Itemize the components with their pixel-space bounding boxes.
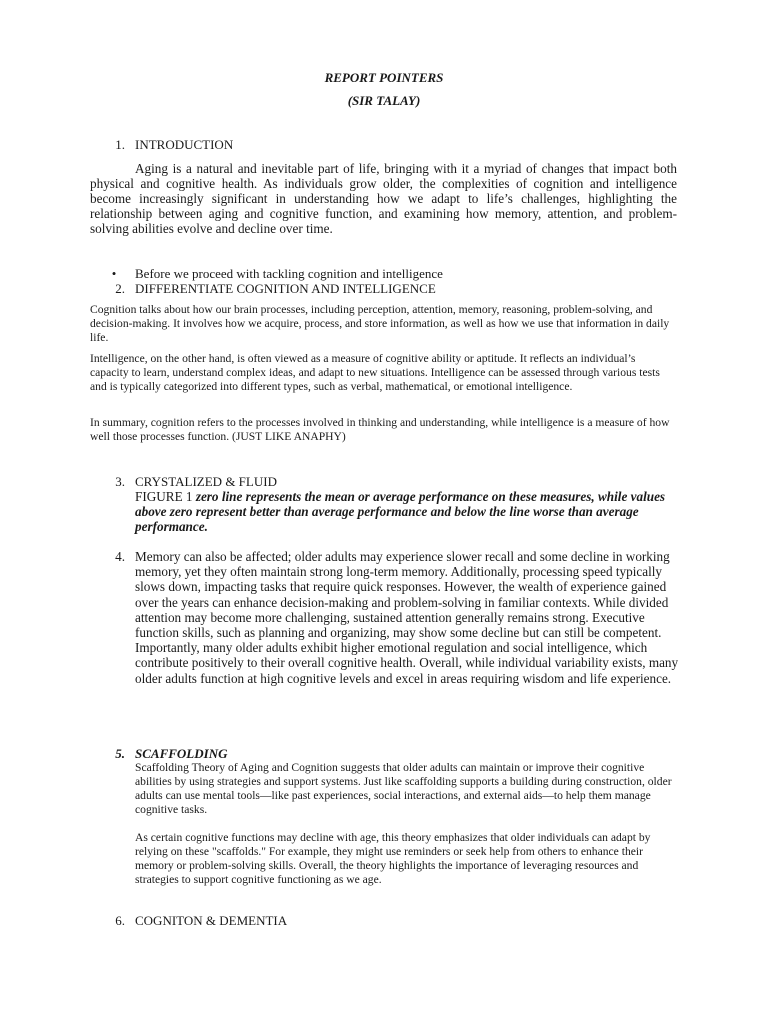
bullet-item	[103, 266, 443, 282]
bullet-text: Before we proceed with tackling cognition and intelligence	[135, 266, 443, 281]
scaffolding-paragraph-2: As certain cognitive functions may decline with age, this theory emphasizes that older individuals can adapt by relying on these "scaffolds." For example, they might use reminders or seek help from others to enhance their memory or problem-solving skills. Overall, the theory highlights the importance of leveraging resources and strategies to support cognitive functioning as we age.	[135, 831, 651, 886]
section-4-number: 4.	[115, 549, 125, 564]
section-number: 2.	[115, 281, 125, 296]
scaffolding-paragraph-1: Scaffolding Theory of Aging and Cognition suggests that older adults can maintain or improve their cognitive abilities by using strategies and support systems. Just like scaffolding supports a building during construction, older adults can use mental tools—like past experiences, social interactions, and external aids—to help them manage cognitive tasks.	[135, 761, 672, 816]
section-number: 3.	[115, 474, 125, 489]
figure-caption	[135, 489, 680, 535]
figure-description: zero line represents the mean or average performance on these measures, while values above zero represent better than average performance and below the line worse than average performance.	[135, 489, 666, 535]
bullet-icon: •	[111, 266, 117, 281]
cognition-paragraph: Cognition talks about how our brain processes, including perception, attention, memory, reasoning, problem-solving, and decision-making. It involves how we acquire, process, and store information, as well as how we use that information in daily life.	[90, 303, 670, 344]
section-title: SCAFFOLDING	[135, 746, 228, 761]
intro-paragraph: Aging is a natural and inevitable part of life, bringing with it a myriad of changes that impact both physical and cognitive health. As individuals grow older, the complexities of cognition and intelligence become increasingly significant in understanding how we adapt to life’s challenges, highlighting the relationship between aging and cognitive function, and examining how memory, attention, and problem-solving abilities evolve and decline over time.	[90, 161, 677, 237]
section-number: 5.	[115, 746, 125, 761]
section-5-heading	[103, 746, 227, 762]
memory-paragraph: Memory can also be affected; older adults may experience slower recall and some decline in working memory, yet they often maintain strong long-term memory. Additionally, processing speed typically slows down, impacting tasks that require quick responses. However, the wealth of experience gained over the years can enhance decision-making and problem-solving in familiar contexts. While divided attention may become more challenging, sustained attention generally remains strong. Executive function skills, such as planning and organizing, may show some decline but can still be competent. Importantly, many older adults exhibit higher emotional regulation and social intelligence, which contribute positively to their overall cognitive health. Overall, while individual variability exists, many older adults function at high cognitive levels and excel in areas requiring wisdom and life experience.	[135, 549, 679, 686]
section-title: DIFFERENTIATE COGNITION AND INTELLIGENCE	[135, 281, 436, 296]
figure-label: FIGURE 1	[135, 489, 196, 504]
intelligence-paragraph: Intelligence, on the other hand, is often viewed as a measure of cognitive ability or aptitude. It reflects an individual’s capacity to learn, understand complex ideas, and adapt to new situations. Intelligence can be assessed through various tests and is typically categorized into different types, such as verbal, mathematical, or emotional intelligence.	[90, 352, 660, 393]
section-1-heading	[103, 137, 233, 153]
section-title: COGNITON & DEMENTIA	[135, 913, 288, 928]
section-title: CRYSTALIZED & FLUID	[135, 474, 277, 489]
section-number: 6.	[115, 913, 125, 928]
section-number: 1.	[115, 137, 125, 152]
section-6-heading	[103, 913, 287, 929]
summary-paragraph: In summary, cognition refers to the processes involved in thinking and understanding, while intelligence is a measure of how well those processes function. (JUST LIKE ANAPHY)	[90, 416, 670, 443]
doc-subtitle: (SIR TALAY)	[347, 93, 421, 108]
section-3-heading	[103, 474, 277, 490]
doc-title: REPORT POINTERS	[324, 70, 444, 85]
section-title: INTRODUCTION	[135, 137, 234, 152]
section-2-heading	[103, 281, 436, 297]
